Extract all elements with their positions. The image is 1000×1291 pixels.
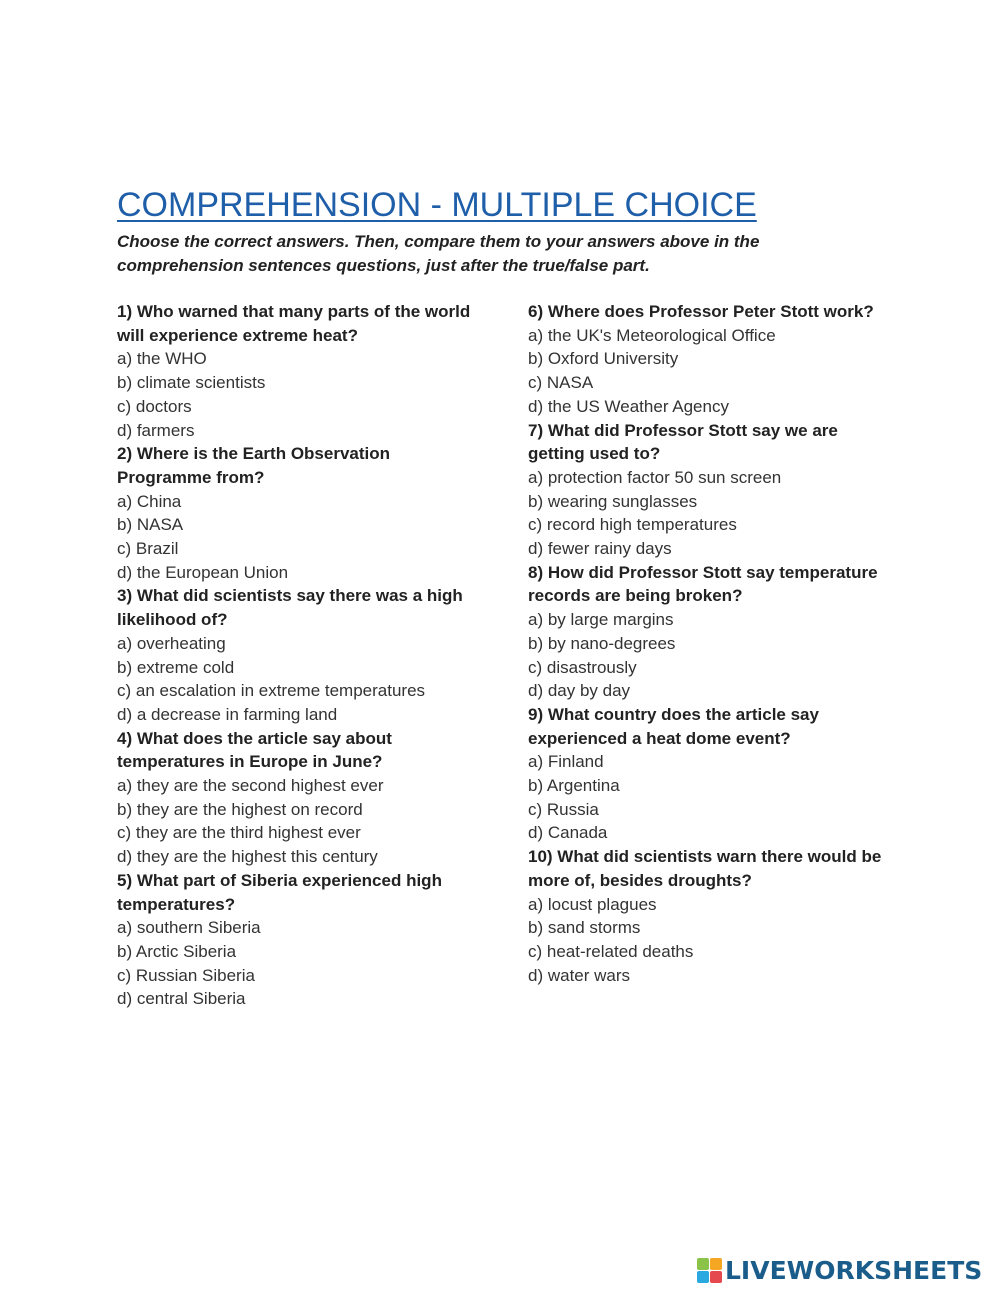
logo-square-icon (697, 1258, 709, 1270)
logo-square-icon (710, 1258, 722, 1270)
answer-option[interactable]: d) the US Weather Agency (528, 396, 729, 416)
answer-option[interactable]: d) the European Union (117, 562, 289, 582)
answer-option[interactable]: d) water wars (528, 965, 631, 985)
answer-option[interactable]: c) Russian Siberia (117, 965, 255, 985)
question-block (528, 419, 888, 561)
liveworksheets-logo (697, 1255, 982, 1285)
answer-option[interactable]: b) extreme cold (117, 657, 235, 677)
answer-option[interactable]: c) an escalation in extreme temperatures (117, 681, 426, 701)
answer-option[interactable]: a) Finland (528, 752, 604, 772)
answer-option[interactable]: a) by large margins (528, 610, 674, 630)
answer-option[interactable]: b) Oxford University (528, 349, 679, 369)
answer-option[interactable]: c) NASA (528, 373, 594, 393)
answer-option[interactable]: d) they are the highest this century (117, 847, 378, 867)
question-block (117, 442, 477, 584)
answer-option[interactable]: d) central Siberia (117, 989, 246, 1009)
answer-option[interactable]: d) fewer rainy days (528, 539, 672, 559)
answer-option[interactable]: d) day by day (528, 681, 631, 701)
logo-mark-icon (697, 1258, 722, 1283)
question-text: 10) What did scientists warn there would be more of, besides droughts? (528, 847, 882, 890)
answer-option[interactable]: a) the UK's Meteorological Office (528, 325, 776, 345)
question-block (528, 845, 888, 987)
question-text: 5) What part of Siberia experienced high temperatures? (117, 870, 442, 914)
answer-option[interactable]: c) heat-related deaths (528, 941, 694, 961)
answer-option[interactable]: b) by nano-degrees (528, 633, 676, 653)
answer-option[interactable]: c) record high temperatures (528, 515, 737, 535)
question-block (528, 300, 888, 419)
answer-option[interactable]: d) farmers (117, 420, 195, 440)
question-block (117, 300, 477, 442)
answer-option[interactable]: c) they are the third highest ever (117, 823, 361, 843)
question-block (117, 584, 477, 726)
answer-option[interactable]: d) a decrease in farming land (117, 704, 338, 724)
answer-option[interactable]: b) wearing sunglasses (528, 491, 698, 511)
answer-option[interactable]: d) Canada (528, 823, 608, 843)
logo-square-icon (710, 1271, 722, 1283)
logo-square-icon (697, 1271, 709, 1283)
answer-option[interactable]: a) southern Siberia (117, 918, 261, 938)
answer-option[interactable]: b) NASA (117, 515, 184, 535)
questions-right-column (528, 300, 888, 987)
answer-option[interactable]: a) China (117, 491, 182, 511)
answer-option[interactable]: b) Arctic Siberia (117, 941, 237, 961)
answer-option[interactable]: b) they are the highest on record (117, 799, 363, 819)
answer-option[interactable]: b) Argentina (528, 776, 620, 796)
question-text: 2) Where is the Earth Observation Programme from? (117, 444, 391, 487)
answer-option[interactable]: b) climate scientists (117, 373, 266, 393)
logo-text: LIVEWORKSHEETS (725, 1255, 983, 1285)
answer-option[interactable]: a) protection factor 50 sun screen (528, 467, 782, 487)
question-text: 1) Who warned that many parts of the world will experience extreme heat? (117, 302, 471, 345)
answer-option[interactable]: a) the WHO (117, 349, 207, 369)
instructions-text: Choose the correct answers. Then, compare them to your answers above in the comprehension sentences questions, just after the true/false part. (117, 232, 760, 275)
question-block (528, 561, 888, 703)
answer-option[interactable]: a) they are the second highest ever (117, 776, 384, 796)
question-block (117, 727, 477, 869)
worksheet-title: COMPREHENSION - MULTIPLE CHOICE (117, 186, 757, 224)
question-block (117, 869, 477, 1011)
answer-option[interactable]: c) disastrously (528, 657, 637, 677)
question-block (528, 703, 888, 845)
question-text: 6) Where does Professor Peter Stott work? (528, 302, 874, 321)
question-text: 3) What did scientists say there was a high likelihood of? (117, 586, 463, 630)
answer-option[interactable]: a) locust plagues (528, 894, 657, 914)
question-text: 4) What does the article say about temperatures in Europe in June? (117, 728, 392, 772)
question-text: 7) What did Professor Stott say we are getting used to? (528, 420, 838, 464)
question-text: 8) How did Professor Stott say temperature records are being broken? (528, 562, 878, 606)
question-text: 9) What country does the article say experienced a heat dome event? (528, 704, 819, 748)
answer-option[interactable]: c) Brazil (117, 539, 179, 559)
answer-option[interactable]: a) overheating (117, 633, 226, 653)
answer-option[interactable]: c) doctors (117, 396, 192, 416)
answer-option[interactable]: b) sand storms (528, 918, 641, 938)
questions-left-column (117, 300, 477, 1011)
answer-option[interactable]: c) Russia (528, 799, 599, 819)
